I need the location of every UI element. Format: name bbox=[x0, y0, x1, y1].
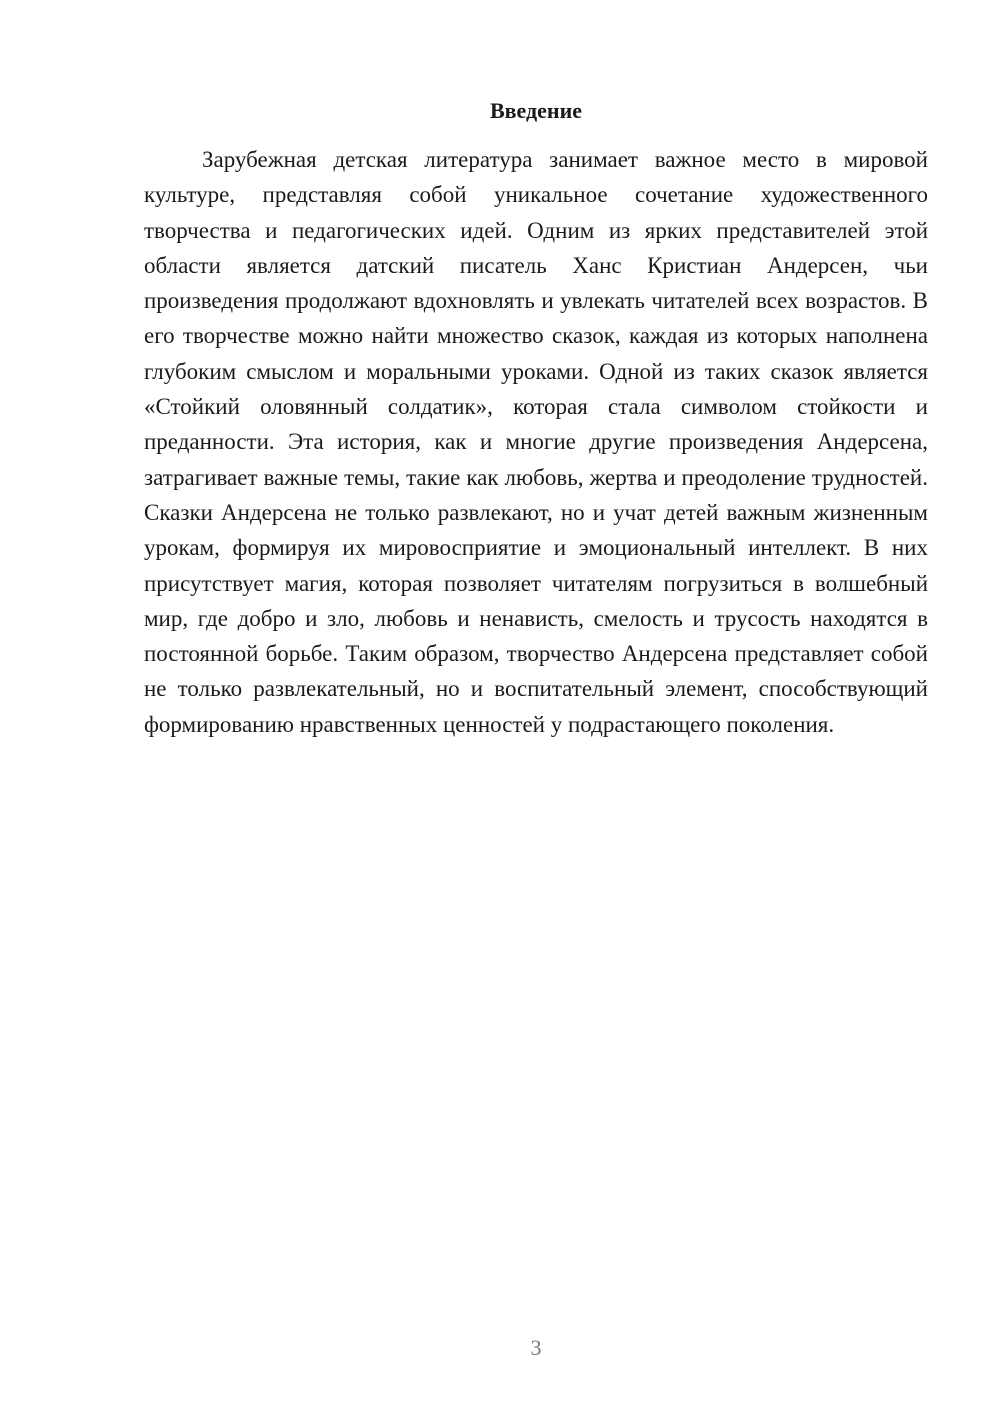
page-number: 3 bbox=[530, 1335, 542, 1360]
section-heading: Введение bbox=[489, 98, 583, 123]
body-paragraph: Зарубежная детская литература занимает важное место в мировой культуре, представляя собой уникальное сочетание художественного творчества и педагогических идей. Одним из ярких представителей этой области является датский писатель Ханс Кристиан Андерсен, чьи произведения продолжают вдохновлять и увлекать читателей всех возрастов. В его творчестве можно найти множество сказок, каждая из которых наполнена глубоким смыслом и моральными уроками. Одной из таких сказок является «Стойкий оловянный солдатик», которая стала символом стойкости и преданности. Эта история, как и многие другие произведения Андерсена, затрагивает важные темы, такие как любовь, жертва и преодоление трудностей. Сказки Андерсена не только развлекают, но и учат детей важным жизненным урокам, формируя их мировосприятие и эмоциональный интеллект. В них присутствует магия, которая позволяет читателям погрузиться в волшебный мир, где добро и зло, любовь и ненависть, смелость и трусость находятся в постоянной борьбе. Таким образом, творчество Андерсена представляет собой не только развлекательный, но и воспитательный элемент, способствующий формированию нравственных ценностей у подрастающего поколения. bbox=[144, 147, 928, 737]
